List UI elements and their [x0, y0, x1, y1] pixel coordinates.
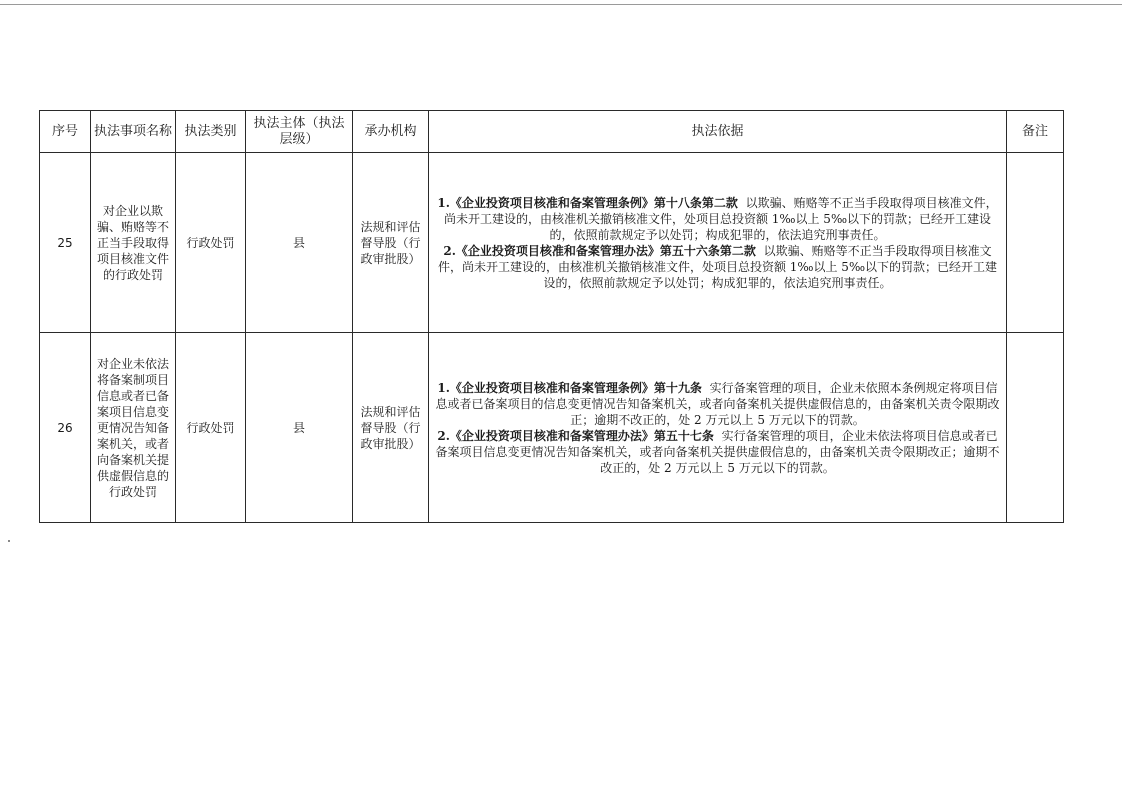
table-row — [40, 153, 1064, 333]
cell-agency: 法规和评估督导股（行政审批股） — [353, 153, 429, 333]
cell-basis — [429, 333, 1007, 523]
basis-clause-head: 2.《企业投资项目核准和备案管理办法》第五十七条 — [437, 428, 714, 443]
header-remark: 备注 — [1007, 111, 1064, 153]
basis-clause-text: 实行备案管理的项目，企业未依法将项目信息或者已备案项目信息变更情况告知备案机关，或者向备案机关提供虚假信息的，由备案机关责令限期改正；逾期不改正的，处 2 万元以上 5 万元以下的罚款。 — [435, 428, 1000, 475]
header-item-name: 执法事项名称 — [91, 111, 176, 153]
cell-item-name: 对企业未依法将备案制项目信息或者已备案项目信息变更情况告知备案机关，或者向备案机关提供虚假信息的行政处罚 — [91, 333, 176, 523]
scan-top-border — [0, 4, 1122, 5]
cell-remark — [1007, 153, 1064, 333]
header-subject: 执法主体（执法层级） — [246, 111, 353, 153]
basis-clause-text: 以欺骗、贿赂等不正当手段取得项目核准文件，尚未开工建设的，由核准机关撤销核准文件，处项目总投资额 1‰以上 5‰以下的罚款；已经开工建设的，依照前款规定予以处罚；构成犯罪的，依法追究刑事责任。 — [443, 195, 998, 242]
header-basis: 执法依据 — [429, 111, 1007, 153]
cell-subject: 县 — [246, 153, 353, 333]
table-header-row — [40, 111, 1064, 153]
basis-clause-text: 实行备案管理的项目，企业未依照本条例规定将项目信息或者已备案项目的信息变更情况告知备案机关，或者向备案机关提供虚假信息的，由备案机关责令限期改正；逾期不改正的，处 2 万元以上 5 万元以下的罚款。 — [435, 380, 1000, 427]
basis-clause-head: 1.《企业投资项目核准和备案管理条例》第十八条第二款 — [437, 195, 738, 210]
header-category: 执法类别 — [176, 111, 246, 153]
basis-clause — [432, 428, 1003, 476]
cell-agency: 法规和评估督导股（行政审批股） — [353, 333, 429, 523]
header-seq: 序号 — [40, 111, 91, 153]
basis-clause — [432, 195, 1003, 243]
enforcement-table — [39, 110, 1064, 523]
basis-clause-head: 1.《企业投资项目核准和备案管理条例》第十九条 — [437, 380, 702, 395]
cell-subject: 县 — [246, 333, 353, 523]
header-agency: 承办机构 — [353, 111, 429, 153]
basis-clause-head: 2.《企业投资项目核准和备案管理办法》第五十六条第二款 — [443, 243, 756, 258]
basis-clause — [432, 243, 1003, 291]
cell-seq: 26 — [40, 333, 91, 523]
basis-clause-text: 以欺骗、贿赂等不正当手段取得项目核准文件，尚未开工建设的，由核准机关撤销核准文件，处项目总投资额 1‰以上 5‰以下的罚款；已经开工建设的，依照前款规定予以处罚；构成犯罪的，依法追究刑事责任。 — [437, 243, 998, 290]
cell-category: 行政处罚 — [176, 153, 246, 333]
cell-remark — [1007, 333, 1064, 523]
basis-clause — [432, 380, 1003, 428]
table-row — [40, 333, 1064, 523]
cell-seq: 25 — [40, 153, 91, 333]
cell-basis — [429, 153, 1007, 333]
cell-category: 行政处罚 — [176, 333, 246, 523]
cell-item-name: 对企业以欺骗、贿赂等不正当手段取得项目核准文件的行政处罚 — [91, 153, 176, 333]
scan-speck — [8, 540, 10, 542]
